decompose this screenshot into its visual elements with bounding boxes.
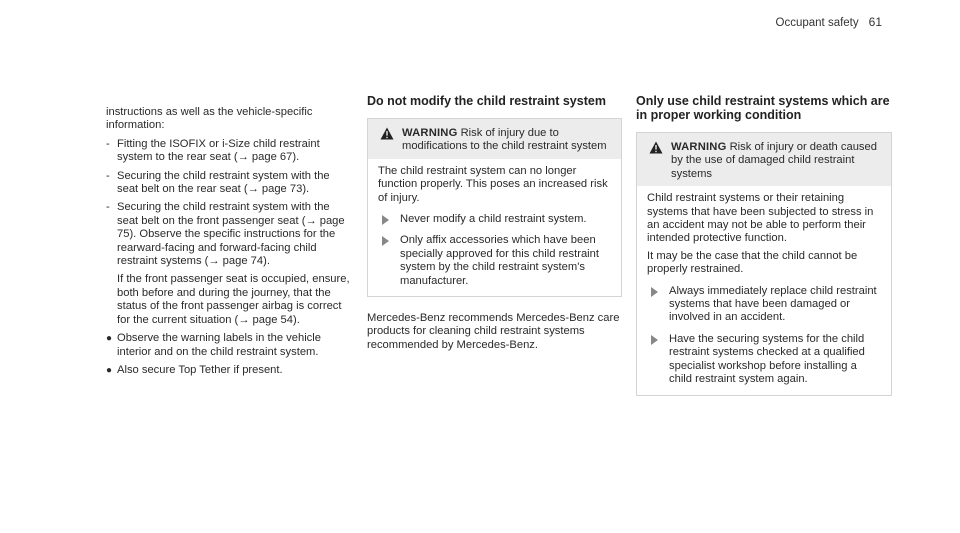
- intro-text: instructions as well as the vehicle-specific information:: [106, 106, 313, 132]
- dash-item-text: Fitting the ISOFIX or i-Size child restraint system to the rear seat (→ page 67).: [117, 137, 320, 164]
- warning-body-text: Child restraint systems or their retaining systems that have been subjected to stress in an accident may not be able to perform their intended protective function.: [647, 192, 874, 245]
- bullet-item: [106, 364, 351, 377]
- warning-body-text: It may be the case that the child cannot be properly restrained.: [647, 249, 858, 276]
- step-text: Never modify a child restraint system.: [400, 213, 587, 226]
- step-arrow-icon: [651, 287, 658, 297]
- warning-body-text: The child restraint system can no longer function properly. This poses an increased risk of injury.: [378, 164, 608, 204]
- bullet-text: Observe the warning labels in the vehicle interior and on the child restraint system.: [117, 332, 321, 358]
- continuation-text: If the front passenger seat is occupied, ensure, both before and during the journey, that the status of the front passenger airbag is correct for the current situation (→ page 54).: [117, 273, 350, 326]
- dash-item: [106, 170, 351, 197]
- warning-box: [636, 132, 892, 396]
- step-text: Have the securing systems for the child restraint systems checked at a qualified specialist workshop before installing a child restraint system again.: [669, 332, 865, 386]
- dash-item: [106, 138, 351, 165]
- bullet-item: [106, 332, 351, 359]
- step-arrow-icon: [382, 236, 389, 246]
- step-item: [378, 213, 611, 226]
- page-header: [776, 16, 882, 30]
- step-arrow-icon: [651, 335, 658, 345]
- warning-body: [368, 159, 621, 296]
- warning-body: [637, 186, 891, 394]
- column-1: [106, 106, 351, 377]
- step-arrow-icon: [382, 215, 389, 225]
- step-text: Always immediately replace child restraint systems that have been damaged or involved in an accident.: [669, 284, 877, 324]
- section-heading: Only use child restraint systems which are in proper working condition: [636, 94, 890, 122]
- dash-item-text: Securing the child restraint system with the seat belt on the front passenger seat (→ page 75). Observe the specific instructions for the rearward-facing and forward-facing child restraint systems (→ page 74).: [117, 201, 345, 268]
- step-item: [647, 285, 881, 325]
- bullet-icon: ●: [106, 333, 113, 345]
- warning-triangle-icon: [380, 127, 394, 140]
- column-3: [636, 94, 892, 396]
- dash-marker: -: [106, 137, 110, 150]
- warning-triangle-icon: [649, 141, 663, 154]
- step-item: [647, 333, 881, 387]
- page-number: 61: [868, 15, 882, 29]
- column-2: [367, 94, 622, 352]
- step-item: [378, 234, 611, 288]
- section-title: Occupant safety: [775, 17, 859, 29]
- warning-box: [367, 118, 622, 297]
- bullet-text: Also secure Top Tether if present.: [117, 363, 283, 376]
- warning-header: [637, 133, 891, 186]
- dash-item-text: Securing the child restraint system with the seat belt on the rear seat (→ page 73).: [117, 169, 330, 196]
- warning-label: WARNING: [671, 141, 727, 153]
- dash-item: [106, 201, 351, 268]
- warning-text: Risk of injury due to modifications to the child restraint system: [402, 127, 607, 153]
- dash-marker: -: [106, 201, 110, 214]
- bullet-icon: ●: [106, 364, 113, 376]
- step-text: Only affix accessories which have been specially approved for this child restraint system by the child restraint system's manufacturer.: [400, 234, 599, 287]
- warning-text: Risk of injury or death caused by the use of damaged child restraint systems: [671, 141, 877, 180]
- warning-header: [368, 119, 621, 159]
- warning-label: WARNING: [402, 127, 458, 139]
- dash-marker: -: [106, 169, 110, 182]
- section-heading: Do not modify the child restraint system: [367, 94, 606, 108]
- recommendation-text: Mercedes-Benz recommends Mercedes-Benz care products for cleaning child restraint systems recommended by Mercedes-Benz.: [367, 312, 620, 351]
